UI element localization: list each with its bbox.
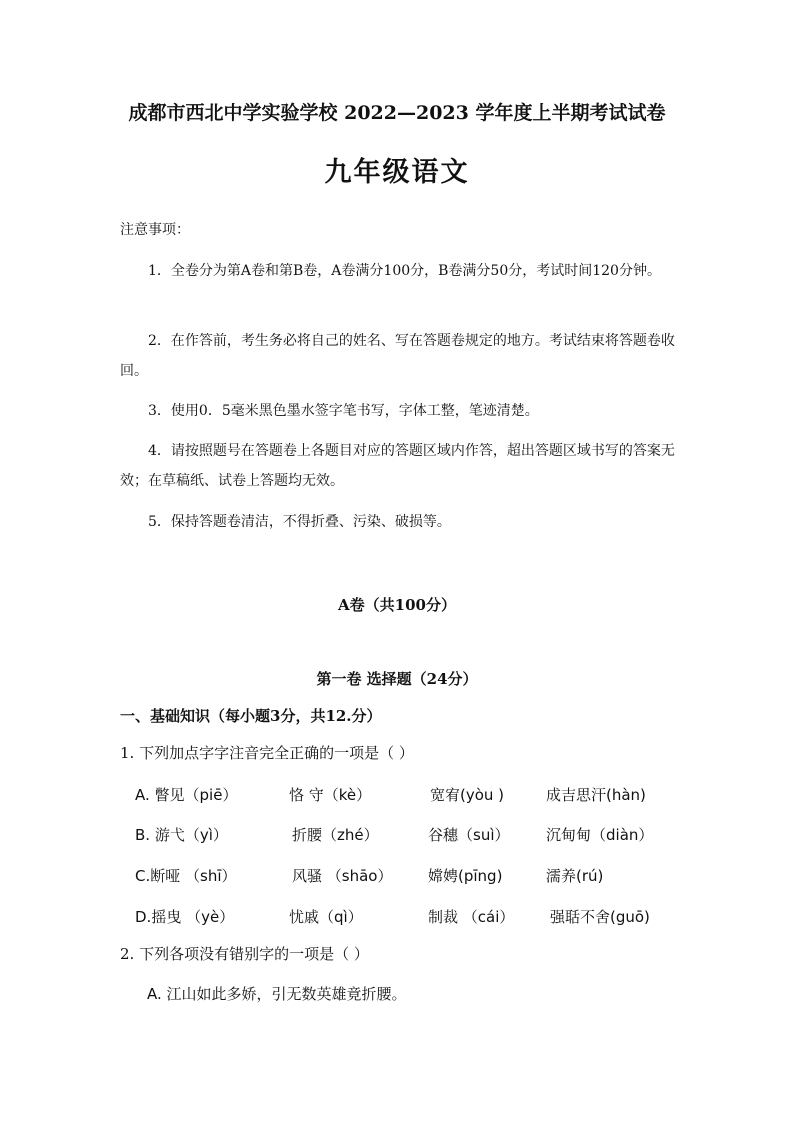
q1-option-b-3: 谷穗（suì）	[428, 826, 510, 844]
q1-option-d-2: 忧戚（qì）	[289, 908, 363, 926]
q1-option-b-4: 沉甸甸（diàn）	[546, 826, 654, 844]
section-one-heading: 一、基础知识（每小题3分，共12.分）	[120, 707, 382, 725]
volume-a-heading: A卷（共100分）	[338, 596, 456, 614]
q1-option-c-2: 风骚 （shāo）	[292, 867, 393, 885]
q1-option-a-1: A. 瞥见（piē）	[135, 786, 238, 804]
question-1-stem: 1. 下列加点字字注音完全正确的一项是（ ）	[120, 744, 414, 762]
q1-option-c-4: 濡养(rú)	[546, 867, 604, 885]
q1-option-a-3: 宽宥(yòu )	[430, 786, 505, 804]
notice-item-2: 2．在作答前，考生务必将自己的姓名、写在答题卷规定的地方。考试结束将答题卷收回。	[120, 333, 675, 379]
notice-heading: 注意事项：	[120, 222, 190, 238]
notice-item-5: 5．保持答题卷清洁，不得折叠、污染、破损等。	[148, 514, 451, 530]
q1-option-d-4: 强聒不舍(guō)	[550, 908, 650, 926]
q1-option-b-1: B. 游弋（yì）	[135, 826, 228, 844]
q2-option-a: A. 江山如此多娇，引无数英雄竟折腰。	[147, 985, 407, 1003]
q1-option-a-2: 恪 守（kè）	[289, 786, 372, 804]
q1-option-d-1: D.摇曳 （yè）	[135, 908, 235, 926]
q1-option-b-2: 折腰（zhé）	[292, 826, 379, 844]
notice-item-3: 3．使用0．5毫米黑色墨水签字笔书写，字体工整，笔迹清楚。	[148, 403, 539, 419]
part-one-heading: 第一卷 选择题（24分）	[316, 670, 478, 688]
q1-option-d-3: 制裁 （cái）	[428, 908, 515, 926]
notice-item-4: 4．请按照题号在答题卷上各题目对应的答题区域内作答，超出答题区域书写的答案无效；在草稿纸、试卷上答题均无效。	[120, 443, 675, 489]
q1-option-c-1: C.断哑 （shī）	[135, 867, 237, 885]
q1-option-a-4: 成吉思汗(hàn)	[546, 786, 646, 804]
subject-title: 九年级语文	[324, 157, 470, 188]
exam-title: 成都市西北中学实验学校 2022—2023 学年度上半期考试试卷	[128, 102, 666, 124]
q1-option-c-3: 嫦娉(pīng)	[428, 867, 503, 885]
question-2-stem: 2. 下列各项没有错别字的一项是（ ）	[120, 945, 369, 963]
notice-item-1: 1．全卷分为第A卷和第B卷，A卷满分100分，B卷满分50分，考试时间120分钟。	[148, 263, 661, 279]
